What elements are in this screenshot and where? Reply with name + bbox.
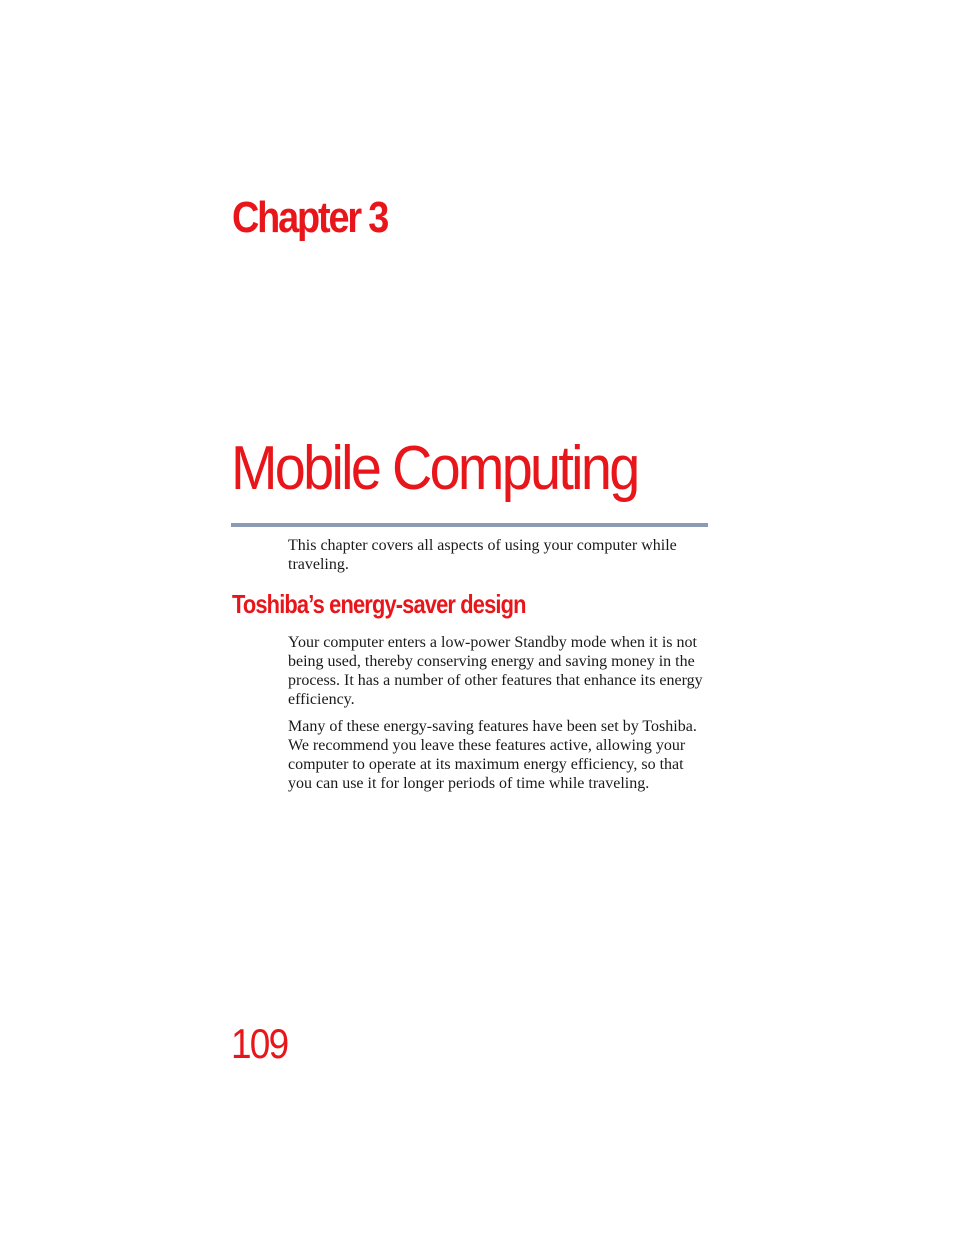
section-paragraph-1: Your computer enters a low-power Standby mode when it is not being used, thereby conserving energy and saving money in the process. It has a number of other features that enhance its energy efficiency. (288, 634, 703, 708)
section-heading: Toshiba’s energy-saver design (232, 589, 526, 619)
chapter-title: Mobile Computing (231, 434, 638, 503)
section-paragraph-2: Many of these energy-saving features have been set by Toshiba. We recommend you leave these features active, allowing your computer to operate at its maximum energy efficiency, so that you can use it for longer periods of time while traveling. (288, 718, 697, 792)
chapter-intro: This chapter covers all aspects of using your computer while traveling. (288, 537, 677, 573)
title-divider (231, 523, 708, 527)
chapter-label: Chapter 3 (232, 193, 388, 242)
page-number: 109 (231, 1020, 288, 1067)
